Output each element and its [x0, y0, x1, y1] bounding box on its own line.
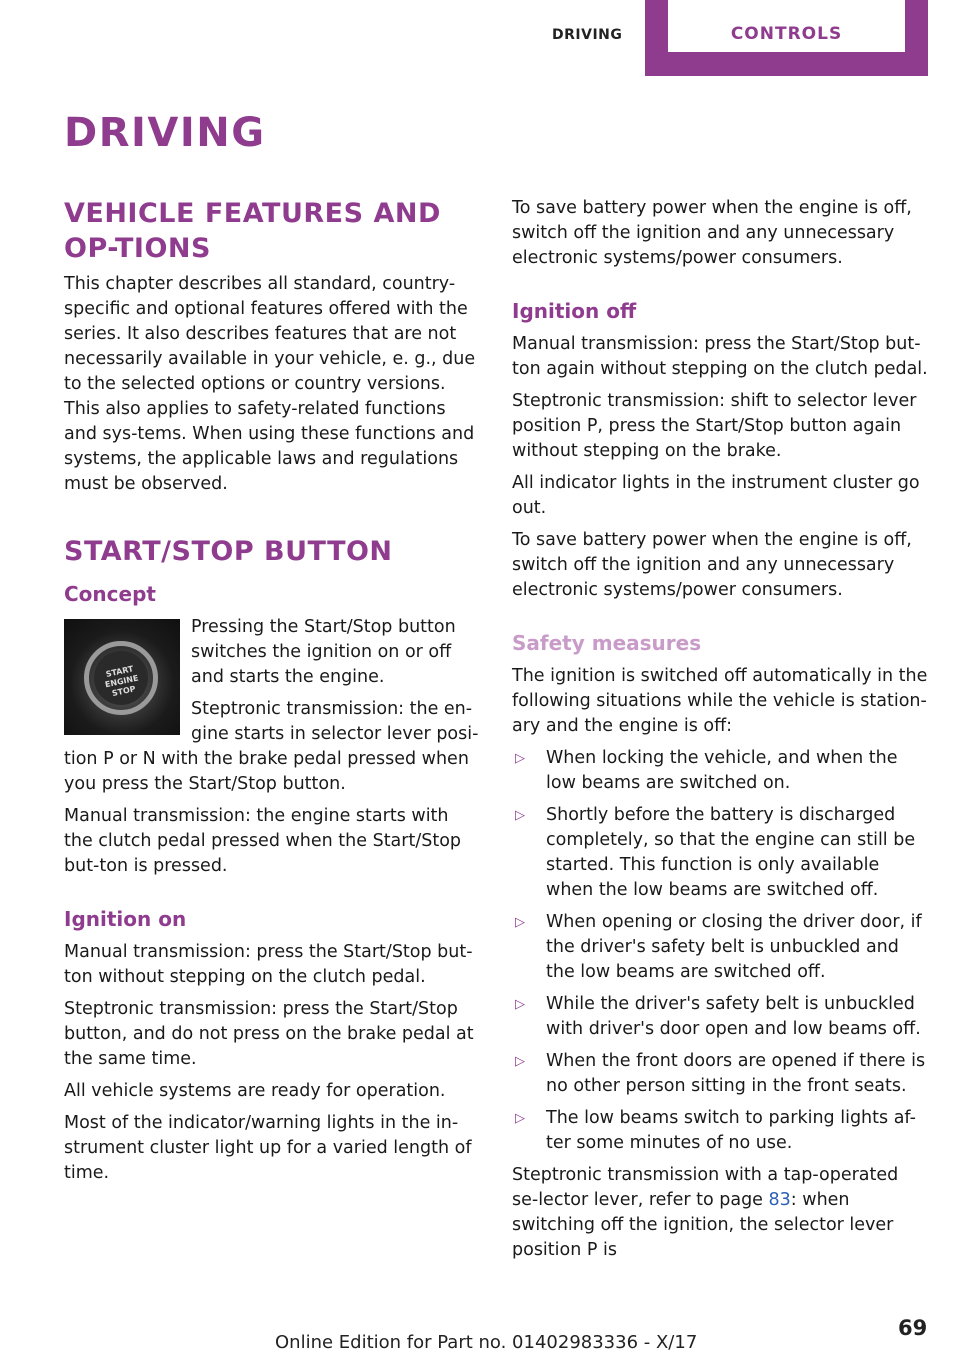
concept-heading: Concept: [64, 582, 156, 606]
ignition-off-paragraph-2: Steptronic transmission: shift to selector lever position P, press the Start/Stop button again without stepping on the brake.: [512, 391, 917, 461]
right-column: [512, 196, 930, 1270]
triangle-right-icon: ▷: [515, 808, 525, 823]
ignition-on-paragraph-1: Manual transmission: press the Start/Stop but-ton without stepping on the clutch pedal.: [64, 942, 473, 987]
triangle-right-icon: ▷: [515, 915, 525, 930]
save-battery-paragraph-1: To save battery power when the engine is off, switch off the ignition and any unnecessary electronic systems/power consumers.: [512, 198, 912, 268]
steptronic-note: Steptronic transmission with a tap-operated se-lector lever, refer to page 83: when switching off the ignition, the selector lever position P is: [512, 1165, 899, 1260]
ignition-off-heading: Ignition off: [512, 299, 637, 323]
footer-edition: Online Edition for Part no. 01402983336 - X/17: [275, 1332, 698, 1353]
startstop-heading: START/STOP BUTTON: [64, 536, 393, 567]
list-item: ▷ When opening or closing the driver door, if the driver's safety belt is unbuckled and the low beams are switched off.: [515, 912, 922, 982]
page-title: DRIVING: [64, 110, 266, 156]
triangle-right-icon: ▷: [515, 751, 525, 766]
list-item: ▷ When the front doors are opened if there is no other person sitting in the front seats.: [515, 1051, 926, 1096]
button-face-label: START ENGINE STOP: [89, 646, 153, 710]
triangle-right-icon: ▷: [515, 997, 525, 1012]
ignition-off-paragraph-3: All indicator lights in the instrument cluster go out.: [512, 473, 920, 518]
list-item: ▷ While the driver's safety belt is unbuckled with driver's door open and low beams off.: [515, 994, 921, 1039]
ignition-on-paragraph-2: Steptronic transmission: press the Start/Stop button, and do not press on the brake pedal at the same time.: [64, 999, 474, 1069]
concept-paragraph-3: Manual transmission: the engine starts with the clutch pedal pressed when the Start/Stop but-ton is pressed.: [64, 806, 462, 876]
page-number: 69: [898, 1316, 928, 1340]
safety-intro: The ignition is switched off automatically in the following situations while the vehicle is station-ary and the engine is off:: [512, 666, 928, 736]
tab-controls[interactable]: CONTROLS: [730, 24, 843, 44]
features-heading: VEHICLE FEATURES AND OP-TIONS: [64, 198, 441, 264]
left-column: [64, 196, 482, 1193]
triangle-right-icon: ▷: [515, 1054, 525, 1069]
ignition-on-paragraph-3: All vehicle systems are ready for operation.: [64, 1081, 446, 1101]
triangle-right-icon: ▷: [515, 1111, 525, 1126]
list-item: ▷ When locking the vehicle, and when the low beams are switched on.: [515, 748, 898, 793]
concept-paragraph-1: Pressing the Start/Stop button switches the ignition on or off and starts the engine.: [191, 617, 456, 687]
list-item: ▷ The low beams switch to parking lights af-ter some minutes of no use.: [515, 1108, 916, 1153]
concept-paragraph-2: Steptronic transmission: the en-gine starts in selector lever posi-tion P or N with the brake pedal pressed when you press the Start/Stop button.: [64, 699, 479, 794]
safety-measures-heading: Safety measures: [512, 631, 702, 655]
save-battery-paragraph-2: To save battery power when the engine is off, switch off the ignition and any unnecessary electronic systems/power consumers.: [512, 530, 912, 600]
features-text: This chapter describes all standard, country-specific and optional features offered with the series. It also describes features that are not necessarily available in your vehicle, e. g., due to the selected options or country versions. This also applies to safety-related functions and sys-tems. When using these functions and systems, the applicable laws and regulations must be observed.: [64, 274, 476, 494]
ignition-on-paragraph-4: Most of the indicator/warning lights in the in-strument cluster light up for a varied length of time.: [64, 1113, 472, 1183]
start-stop-button-image: [64, 619, 180, 735]
page-reference-link[interactable]: 83: [768, 1190, 791, 1210]
header-section-label: DRIVING: [552, 27, 623, 43]
list-item: ▷ Shortly before the battery is discharged completely, so that the engine can still be started. This function is only available when the low beams are switched off.: [515, 805, 916, 900]
ignition-on-heading: Ignition on: [64, 907, 187, 931]
ignition-off-paragraph-1: Manual transmission: press the Start/Stop but-ton again without stepping on the clutch pedal.: [512, 334, 928, 379]
safety-list: [512, 746, 930, 1156]
